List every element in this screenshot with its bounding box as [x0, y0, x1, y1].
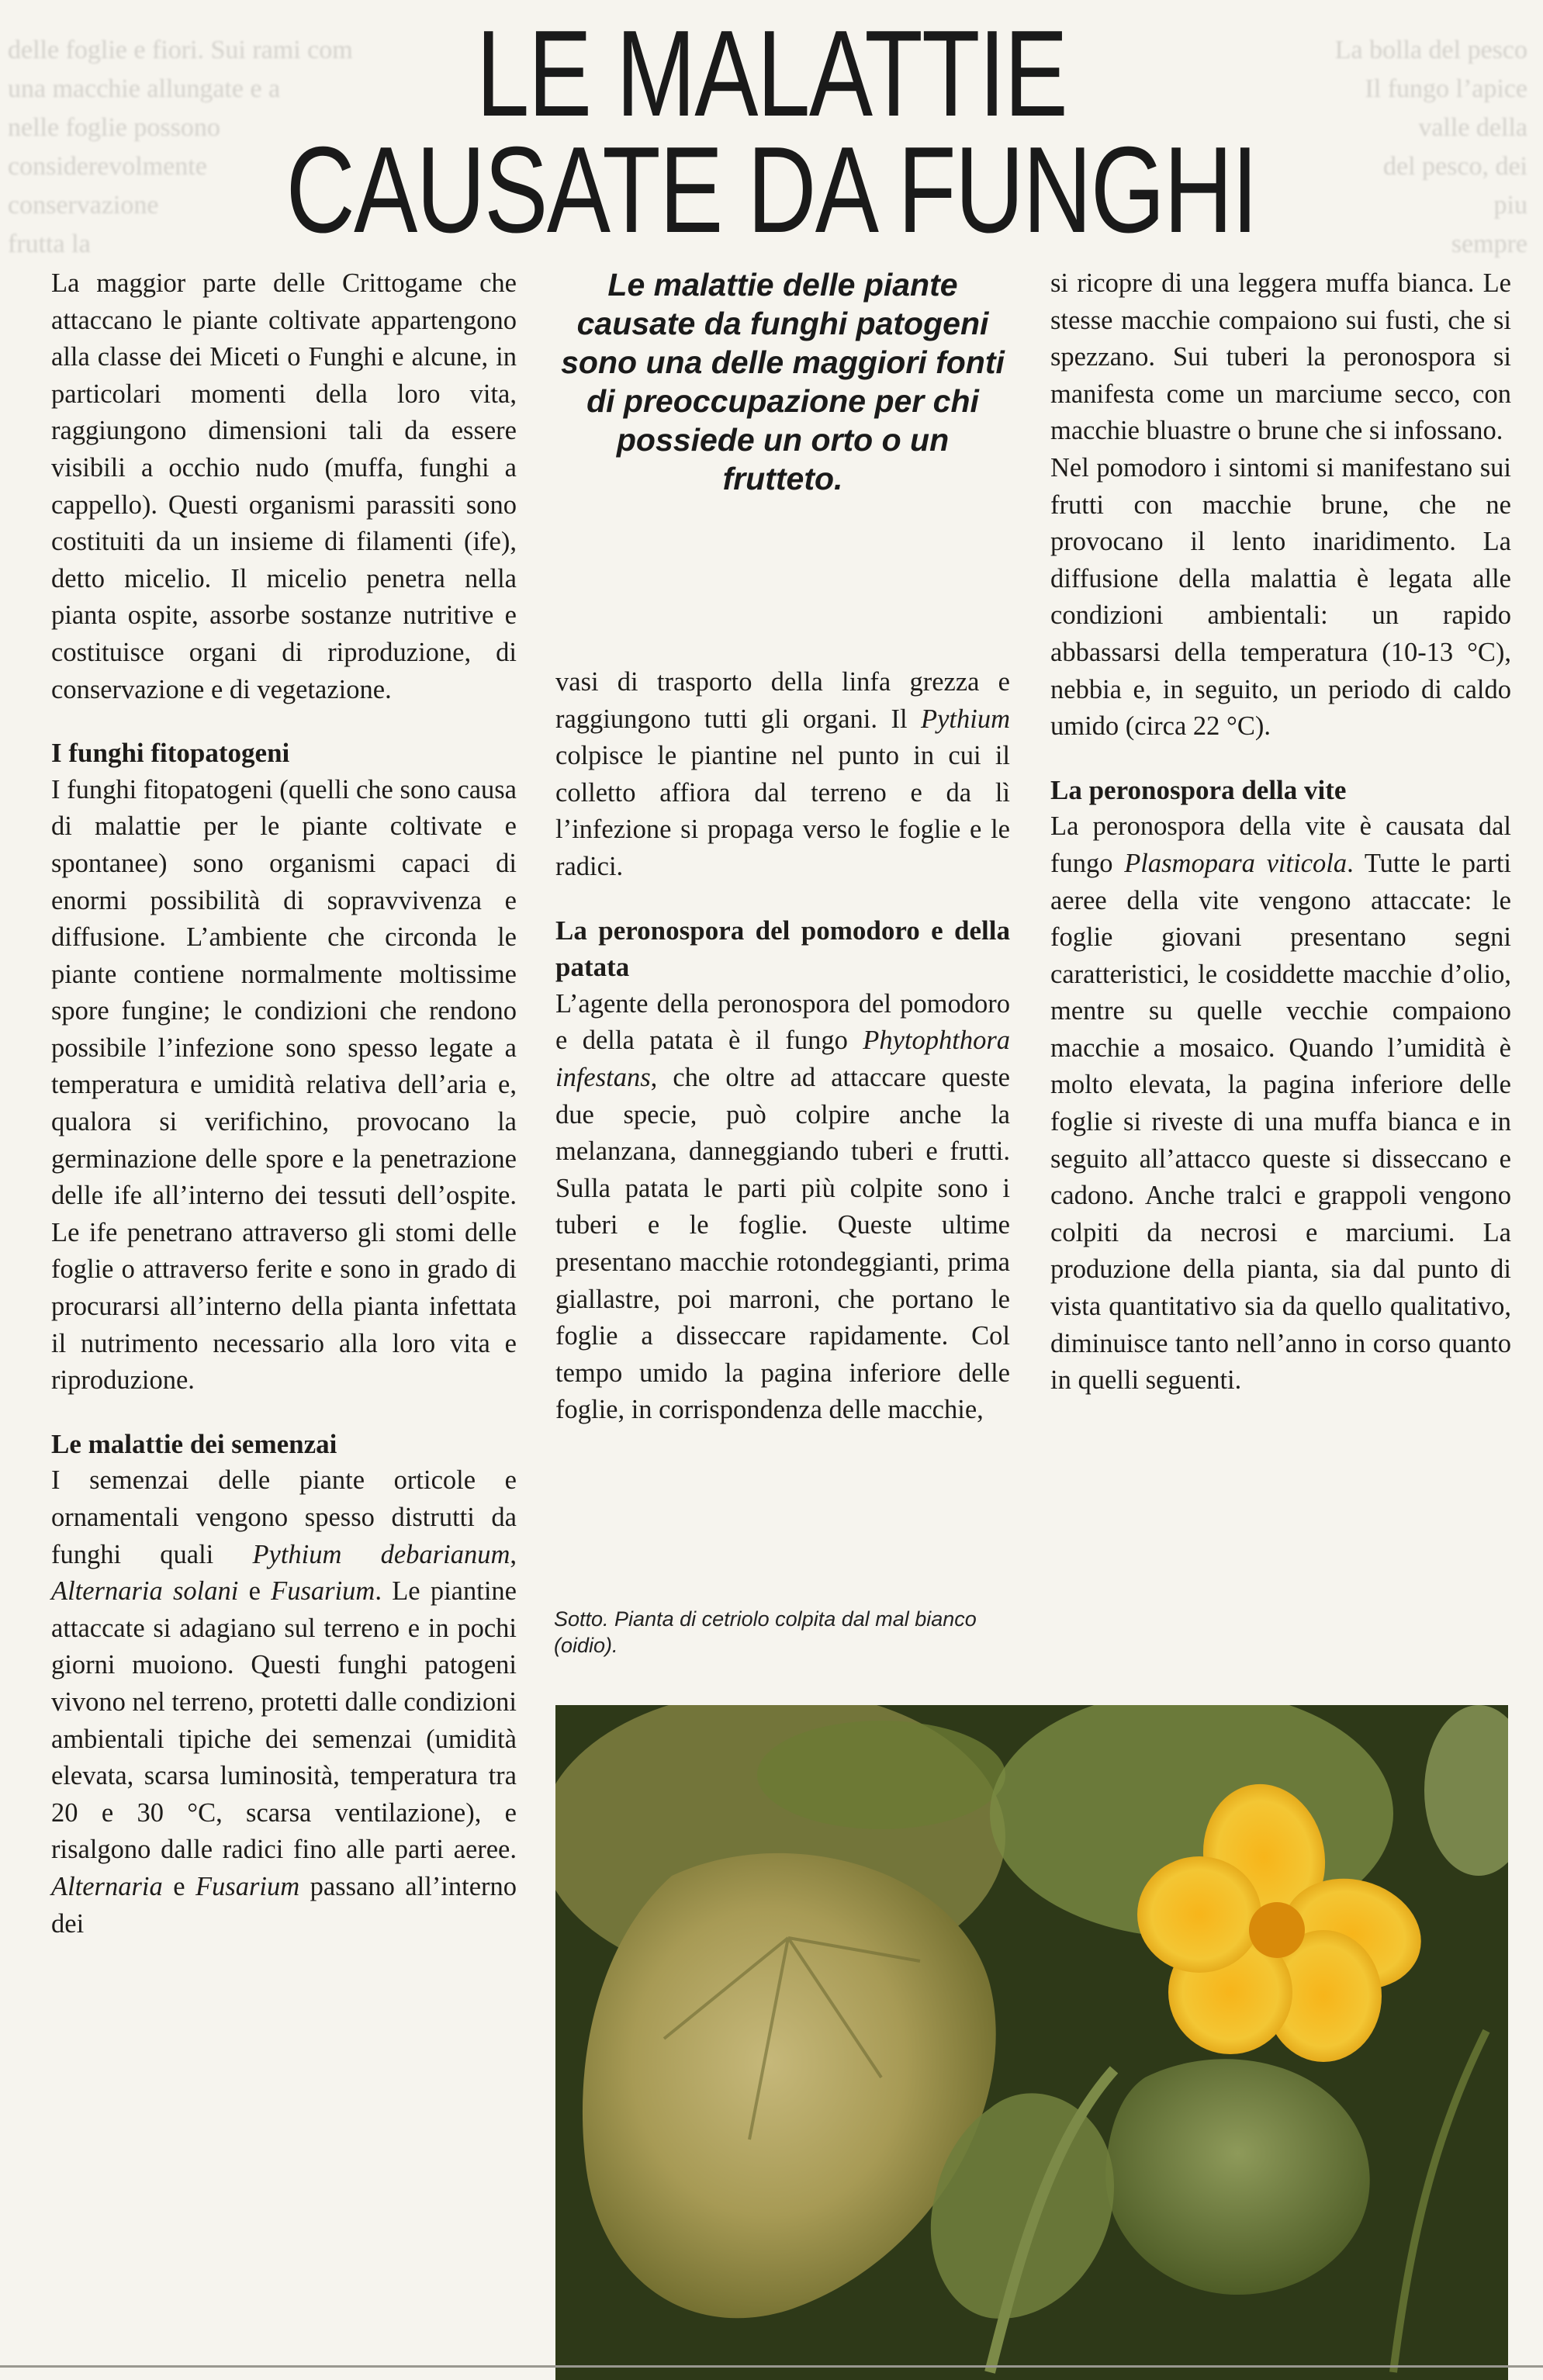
- bleed-through-right: La bolla del pesco Il fungo l’apice valle della del pesco, dei piu sempre: [1334, 36, 1527, 258]
- text-span: La peronospora della vite è causata dal fungo: [1050, 811, 1511, 878]
- paragraph-continuation-3: si ricopre di una leggera muffa bianca. Le stesse macchie compaiono sui fusti, che si spezzano. Sui tuberi la peronospora si manifesta come un marciume secco, con macchie bluastre o brune che si infossano.: [1050, 268, 1511, 446]
- column-1: [51, 265, 517, 1942]
- heading-funghi-fitopatogeni: I funghi fitopatogeni: [51, 738, 290, 769]
- bleed-through-left: delle foglie e fiori. Sui rami com una macchie allungate e a nelle foglie possono considerevolmente conservazione frutta la: [8, 36, 353, 258]
- page-title: [170, 5, 1373, 258]
- species-name: Pythium: [921, 704, 1010, 734]
- paragraph-peronospora-pomodoro: [555, 986, 1010, 1429]
- heading-malattie-semenzai: Le malattie dei semenzai: [51, 1428, 337, 1459]
- text-span: colpisce le piantine nel punto in cui il colletto affiora dal terreno e da lì l’infezione si propaga verso le foglie e le radici.: [555, 741, 1010, 881]
- back-leaf-shape: [757, 1721, 1005, 1829]
- text-span: e: [238, 1576, 272, 1607]
- column-2: [555, 664, 1010, 1429]
- subheading: Le malattie delle piante causate da funghi patogeni sono una delle maggiori fonti di preoccupazione per chi possiede un orto o un frutteto.: [561, 267, 1005, 496]
- text-span: . Le piantine attaccate si adagiano sul terreno e in pochi giorni muoiono. Questi funghi patogeni vivono nel terreno, protetti dalle condizioni ambientali tipiche dei semenzai (umidità elevata, scarsa luminosità, temperatura tra 20 e 30 °C, scarsa ventilazione), e risalgono dalle radici fino alle parti aeree.: [51, 1576, 517, 1865]
- paragraph-pomodoro-sintomi: Nel pomodoro i sintomi si manifestano sui frutti con macchie brune, che ne provocano il lento inaridimento. La diffusione della malattia è legata alle condizioni ambientali: un rapido abbassarsi della temperatura (10-13 °C), nebbia e, in seguito, un periodo di caldo umido (circa 22 °C).: [1050, 452, 1511, 742]
- paragraph-semenzai: [51, 1462, 517, 1942]
- species-name: Alternaria solani: [51, 1576, 239, 1607]
- species-name: Fusarium: [195, 1871, 300, 1901]
- photo-caption: Sotto. Pianta di cetriolo colpita dal mal bianco (oidio).: [554, 1607, 977, 1657]
- species-name: Phytophthora infestans: [555, 1026, 1010, 1092]
- spacer: [1050, 745, 1511, 772]
- title-line-1: LE MALATTIE: [476, 5, 1067, 142]
- text-span: , che oltre ad attaccare queste due specie, può colpire anche la melanzana, danneggiando tuberi e frutti. Sulla patata le parti più colpite sono i tuberi e le foglie. Queste ultime presentano macchie rotondeggianti, prima giallastre, poi marroni, che portano le foglie a disseccare rapidamente. Col tempo umido la pagina inferiore delle foglie, in corrispondenza delle macchie,: [555, 1062, 1010, 1425]
- intro-paragraph: La maggior parte delle Crittogame che attaccano le piante coltivate appartengono alla classe dei Miceti o Funghi e alcune, in particolari momenti della loro vita, raggiungono dimensioni tali da essere visibili a occhio nudo (muffa, funghi a cappello). Questi organismi parassiti sono costituiti da un insieme di filamenti (ife), detto micelio. Il micelio penetra nella pianta ospite, assorbe sostanze nutritive e costituisce organi di riproduzione, di conservazione e di vegetazione.: [51, 268, 517, 704]
- text-span: . Tutte le parti aeree della vite vengono attaccate: le foglie giovani presentano segni caratteristici, le cosiddette macchie d’olio, mentre su quelle vecchie compaiono macchie a mosaico. Quando l’umidità è molto elevata, la pagina inferiore delle foglie si riveste di una muffa bianca e in seguito all’attacco queste si disseccano e cadono. Anche tralci e grappoli vengono colpiti da necrosi e marciumi. La produzione della pianta, sia dal punto di vista quantitativo sia da quello qualitativo, diminuisce tanto nell’anno in corso quanto in quelli seguenti.: [1050, 848, 1511, 1396]
- text-span: ,: [510, 1539, 517, 1569]
- flower-petal: [1137, 1856, 1261, 1973]
- text-span: L’agente della peronospora del pomodoro e della patata è il fungo: [555, 988, 1010, 1056]
- photo-illustration: [555, 1705, 1508, 2380]
- title-line-2: CAUSATE DA FUNGHI: [285, 122, 1258, 258]
- paragraph-continuation: [555, 664, 1010, 886]
- text-span: I semenzai delle piante orticole e ornamentali vengono spesso distrutti da funghi quali: [51, 1465, 517, 1569]
- species-name: Fusarium: [271, 1576, 375, 1607]
- spacer: [51, 1399, 517, 1426]
- spacer: [555, 886, 1010, 912]
- spacer: [51, 708, 517, 735]
- heading-peronospora-vite: La peronospora della vite: [1050, 774, 1347, 805]
- species-name: Alternaria: [51, 1871, 163, 1901]
- cucumber-plant-photo: [555, 1705, 1508, 2380]
- column-3: [1050, 265, 1511, 1399]
- page-bottom-rule: [0, 2365, 1543, 2368]
- text-span: vasi di trasporto della linfa grezza e raggiungono tutti gli organi. Il: [555, 667, 1010, 734]
- text-span: passano all’interno dei: [51, 1871, 517, 1939]
- species-name: Pythium debarianum: [252, 1539, 510, 1569]
- paragraph-peronospora-vite: [1050, 808, 1511, 1399]
- flower-center: [1249, 1902, 1305, 1958]
- species-name: Plasmopara viticola: [1124, 848, 1348, 878]
- heading-peronospora-pomodoro: La peronospora del pomodoro e della patata: [555, 915, 1010, 983]
- paragraph-funghi-fitopatogeni: I funghi fitopatogeni (quelli che sono causa di malattie per le piante coltivate e spontanee) sono organismi capaci di enormi possibilità di sopravvivenza e diffusione. L’ambiente che circonda le piante contiene normalmente moltissime spore fungine; le condizioni che rendono possibile l’infezione sono spesso legate a temperatura e umidità relativa dell’aria e, qualora si verifichino, provocano la germinazione delle spore e la penetrazione delle ife all’interno dei tessuti dell’ospite. Le ife penetrano attraverso gli stomi delle foglie o attraverso ferite e sono in grado di procurarsi all’interno della pianta infettata il nutrimento necessario alla loro vita e riproduzione.: [51, 774, 517, 1396]
- text-span: e: [162, 1871, 195, 1901]
